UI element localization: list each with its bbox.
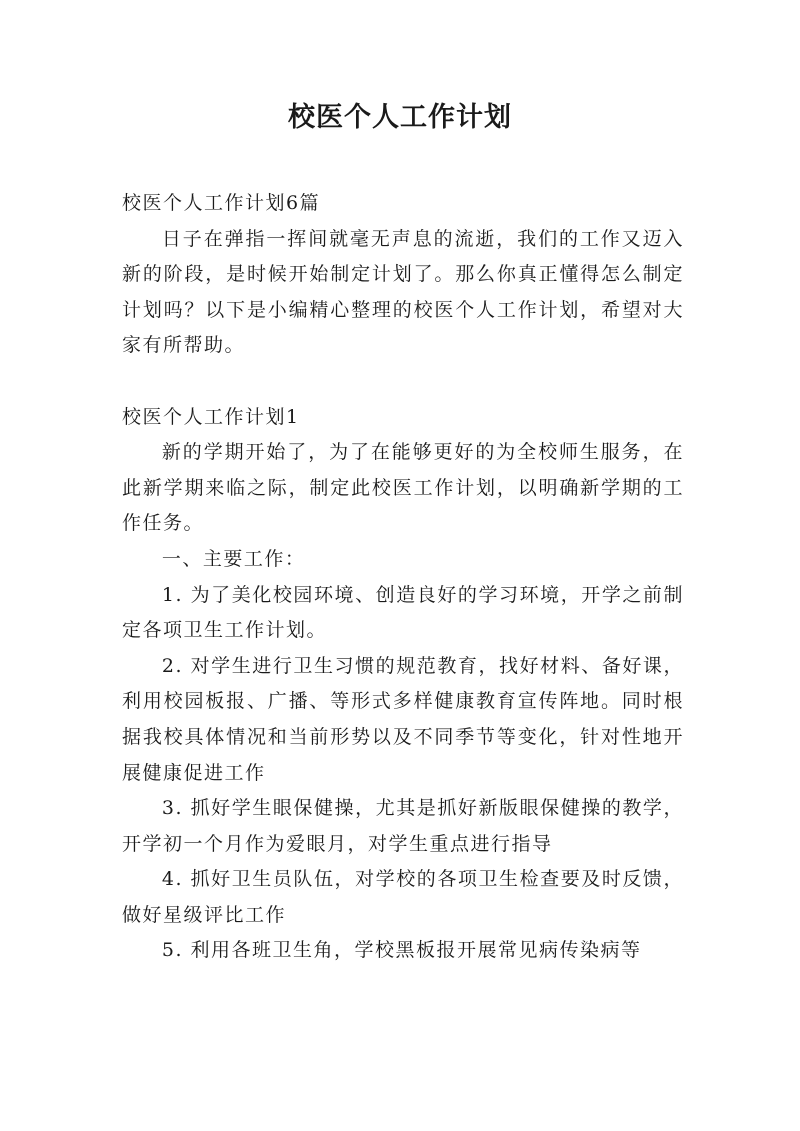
list-item-1: 1. 为了美化校园环境、创造良好的学习环境，开学之前制定各项卫生工作计划。 <box>122 583 684 642</box>
list-item-3: 3. 抓好学生眼保健操，尤其是抓好新版眼保健操的教学，开学初一个月作为爱眼月，对学生重点进行指导 <box>122 797 684 855</box>
main-tasks-heading: 一、主要工作： <box>161 547 306 570</box>
section-heading: 校医个人工作计划1 <box>122 405 300 428</box>
intro-paragraph: 日子在弹指一挥间就毫无声息的流逝，我们的工作又迈入新的阶段，是时候开始制定计划了。那么你真正懂得怎么制定计划吗？以下是小编精心整理的校医个人工作计划，希望对大家有所帮助。 <box>122 227 684 357</box>
list-item-5: 5. 利用各班卫生角，学校黑板报开展常见病传染病等 <box>161 939 642 962</box>
section-intro-paragraph: 新的学期开始了，为了在能够更好的为全校师生服务，在此新学期来临之际，制定此校医工作计划，以明确新学期的工作任务。 <box>122 441 684 535</box>
list-item-2: 2. 对学生进行卫生习惯的规范教育，找好材料、备好课，利用校园板报、广播、等形式多样健康教育宣传阵地。同时根据我校具体情况和当前形势以及不同季节等变化，针对性地开展健康促进工作 <box>122 654 684 784</box>
list-item-4: 4. 抓好卫生员队伍，对学校的各项卫生检查要及时反馈，做好星级评比工作 <box>122 868 684 926</box>
document-body <box>122 186 684 969</box>
subtitle-line: 校医个人工作计划6篇 <box>122 192 321 214</box>
blank-line <box>122 364 684 400</box>
document-title: 校医个人工作计划 <box>288 102 512 133</box>
